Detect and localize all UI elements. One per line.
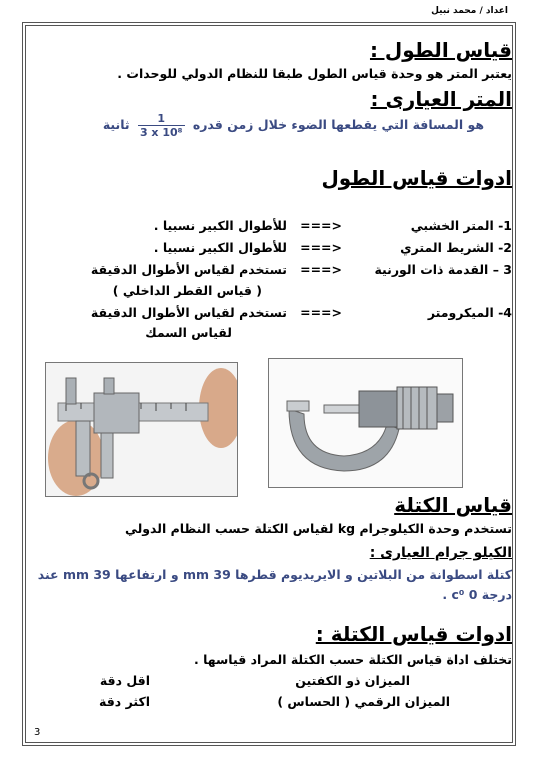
standard-meter-heading: المتر العيارى :: [370, 87, 512, 111]
tool-row: [32, 262, 512, 280]
tool-use: لقياس السمك: [145, 325, 232, 340]
tool-use: للأطوال الكبير نسبيا .: [153, 218, 287, 233]
scale-precision: اكثر دقة: [99, 694, 150, 709]
scale-row: [70, 673, 450, 691]
tool-name: 3 – القدمة ذات الورنية: [374, 262, 512, 277]
tool-row: [32, 283, 512, 301]
fraction-numerator: 1: [138, 112, 185, 126]
mass-intro: تستخدم وحدة الكيلوجرام kg لقياس الكتلة حسب النظام الدولي: [124, 521, 512, 536]
mass-heading: قياس الكتلة: [394, 493, 512, 517]
micrometer-illustration: [269, 359, 462, 487]
tool-name: 2- الشريط المتري: [400, 240, 512, 255]
vernier-caliper-illustration: [46, 363, 237, 496]
tool-use: للأطوال الكبير نسبيا .: [153, 240, 287, 255]
length-heading: قياس الطول :: [369, 38, 512, 62]
vernier-caliper-photo: [45, 362, 238, 497]
scale-name: الميزان ذو الكفتين: [295, 673, 410, 688]
length-tools-heading: ادوات قياس الطول: [321, 166, 512, 190]
tool-arrow: <===: [300, 218, 342, 233]
tool-use: تستخدم لقياس الأطوال الدقيقة: [90, 305, 287, 320]
scale-name: الميزان الرقمي ( الحساس ): [277, 694, 450, 709]
tool-row: [32, 325, 512, 343]
standard-kilogram-definition-line1: كتلة اسطوانة من البلاتين و الايريديوم قطرها 39 mm و ارتفاعها 39 mm عند: [37, 567, 512, 582]
tool-name: 1- المتر الخشبي: [410, 218, 512, 233]
scale-row: [70, 694, 450, 712]
tool-row: [32, 305, 512, 323]
mass-tools-intro: تختلف اداة قياس الكتلة حسب الكتلة المراد قياسها .: [193, 652, 512, 667]
mass-tools-heading: ادوات قياس الكتلة :: [315, 622, 512, 646]
standard-meter-definition: [103, 112, 484, 139]
tool-arrow: <===: [300, 305, 342, 320]
fraction-denominator: 3 x 10⁸: [139, 126, 183, 139]
tool-row: [32, 240, 512, 258]
tool-arrow: <===: [300, 262, 342, 277]
tool-use: تستخدم لقياس الأطوال الدقيقة: [90, 262, 287, 277]
length-intro: يعتبر المتر هو وحدة قياس الطول طبقا للنظام الدولي للوحدات .: [117, 66, 512, 81]
tool-name: 4- الميكرومتر: [427, 305, 512, 320]
standard-meter-text: هو المسافة التي يقطعها الضوء خلال زمن قدره: [192, 117, 484, 132]
fraction: [138, 112, 185, 139]
standard-kilogram-definition-line2: درجة 0 c⁰ .: [442, 587, 512, 602]
tool-arrow: <===: [300, 240, 342, 255]
page-number: 3: [34, 727, 41, 738]
standard-meter-unit: ثانية: [102, 117, 130, 132]
tool-row: [32, 218, 512, 236]
micrometer-photo: [268, 358, 463, 488]
standard-kilogram-heading: الكيلو جرام العيارى :: [369, 545, 512, 561]
scale-precision: اقل دقة: [99, 673, 150, 688]
tool-use: ( قياس القطر الداخلي ): [112, 283, 262, 298]
author-credit: اعداد / محمد نبيل: [431, 6, 508, 16]
